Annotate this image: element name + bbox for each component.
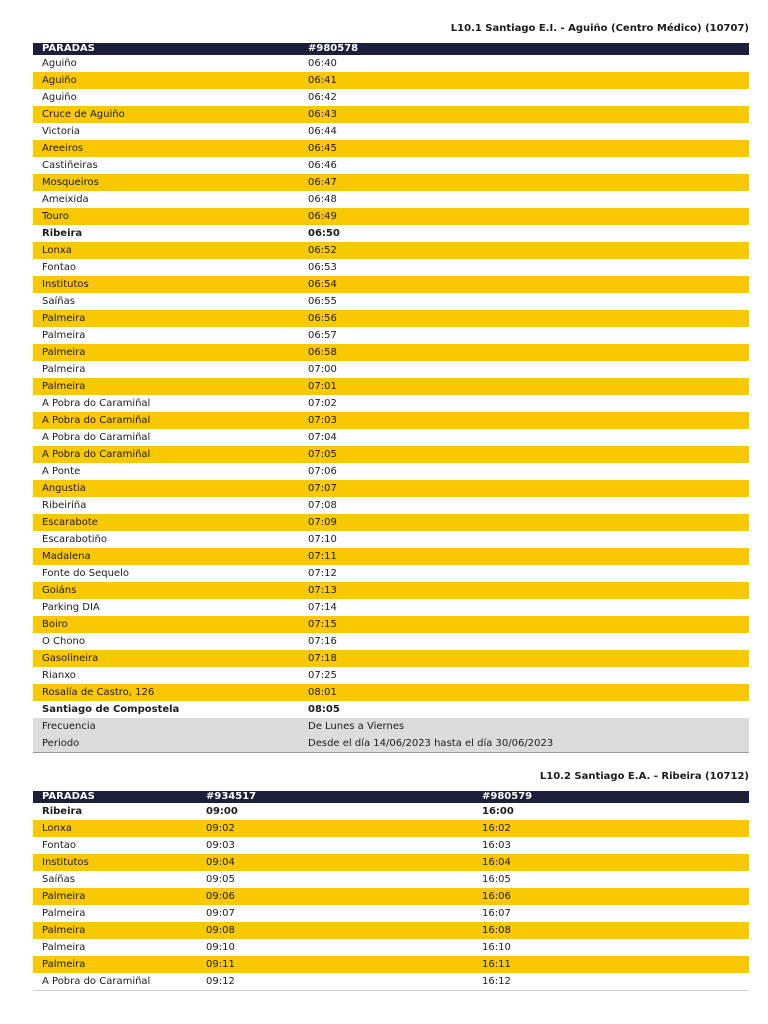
departure-time: 16:07: [482, 908, 511, 919]
stop-name: Escarabotiño: [42, 534, 108, 545]
timetable: [33, 43, 749, 753]
departure-time: 06:58: [299, 344, 749, 361]
table-row: [33, 888, 749, 905]
table-row: [33, 140, 749, 157]
departure-time: 09:07: [206, 908, 235, 919]
table-row: [33, 276, 749, 293]
departure-time: 09:03: [206, 840, 235, 851]
departure-time: 09:12: [197, 973, 473, 991]
table-row: [33, 106, 749, 123]
departure-time: 06:50: [308, 228, 340, 239]
stop-name: Ribeira: [42, 806, 83, 817]
departure-time: 09:02: [197, 820, 473, 837]
stop-name: Aguiño: [42, 92, 77, 103]
table-row: [33, 463, 749, 480]
stop-name: Institutos: [33, 276, 299, 293]
table-row: [33, 208, 749, 225]
departure-time: 16:08: [473, 922, 749, 939]
table-row: [33, 650, 749, 667]
stop-name: Palmeira: [42, 908, 86, 919]
table-row: [33, 854, 749, 871]
departure-time: 06:55: [308, 296, 337, 307]
stop-name: Goiáns: [33, 582, 299, 599]
departure-time: 07:14: [308, 602, 337, 613]
table-row: [33, 174, 749, 191]
table-row: [33, 412, 749, 429]
route-title: L10.2 Santiago E.A. - Ribeira (10712): [539, 771, 749, 782]
departure-time: 16:12: [473, 973, 749, 991]
departure-time: 16:05: [482, 874, 511, 885]
stop-name: Ameixida: [42, 194, 89, 205]
table-row: [33, 293, 749, 310]
departure-time: 09:11: [197, 956, 473, 973]
stop-name: Cruce de Aguiño: [33, 106, 299, 123]
table-row: [33, 123, 749, 140]
stop-name: Rosalía de Castro, 126: [33, 684, 299, 701]
stop-name: Aguiño: [42, 58, 77, 69]
departure-time: 06:57: [308, 330, 337, 341]
departure-time: 07:13: [299, 582, 749, 599]
departure-time: 07:08: [308, 500, 337, 511]
table-row: [33, 225, 749, 242]
timetable-section-l10-1: [33, 21, 749, 753]
header-trip: #980578: [299, 43, 749, 55]
table-row: [33, 378, 749, 395]
footer-label: Frecuencia: [33, 718, 299, 735]
stop-name: Lonxa: [33, 820, 197, 837]
departure-time: 09:04: [197, 854, 473, 871]
stop-name: Fontao: [42, 840, 77, 851]
stop-name: Aguiño: [33, 72, 299, 89]
table-row: [33, 89, 749, 106]
departure-time: 07:25: [308, 670, 337, 681]
departure-time: 06:45: [299, 140, 749, 157]
departure-time: 06:49: [299, 208, 749, 225]
departure-time: 07:15: [299, 616, 749, 633]
table-row: [33, 548, 749, 565]
table-row: [33, 871, 749, 888]
departure-time: 06:40: [308, 58, 337, 69]
departure-time: 06:47: [299, 174, 749, 191]
table-row: [33, 191, 749, 208]
departure-time: 07:11: [299, 548, 749, 565]
table-row: [33, 310, 749, 327]
departure-time: 08:05: [308, 704, 340, 715]
departure-time: 07:09: [299, 514, 749, 531]
table-row: [33, 803, 749, 820]
departure-time: 07:03: [299, 412, 749, 429]
stop-name: Fonte do Sequelo: [42, 568, 129, 579]
table-row: [33, 701, 749, 718]
departure-time: 06:41: [299, 72, 749, 89]
departure-time: 16:06: [473, 888, 749, 905]
table-row: [33, 361, 749, 378]
table-row: [33, 922, 749, 939]
stop-name: A Pobra do Caramiñal: [33, 412, 299, 429]
departure-time: 07:00: [308, 364, 337, 375]
table-row: [33, 667, 749, 684]
table-row: [33, 905, 749, 922]
stop-name: Gasolineira: [33, 650, 299, 667]
table-row: [33, 684, 749, 701]
table-row: [33, 939, 749, 956]
departure-time: 07:04: [308, 432, 337, 443]
footer-row: [33, 735, 749, 753]
stop-name: Escarabote: [33, 514, 299, 531]
departure-time: 06:52: [299, 242, 749, 259]
departure-time: 06:54: [299, 276, 749, 293]
departure-time: 09:05: [206, 874, 235, 885]
table-row: [33, 514, 749, 531]
departure-time: 08:01: [299, 684, 749, 701]
departure-time: 06:53: [308, 262, 337, 273]
footer-value: Desde el día 14/06/2023 hasta el día 30/06/2023: [299, 735, 749, 753]
stop-name: Palmeira: [33, 922, 197, 939]
departure-time: 07:10: [308, 534, 337, 545]
stop-name: A Pobra do Caramiñal: [42, 398, 151, 409]
stop-name: Institutos: [33, 854, 197, 871]
stop-name: Saíñas: [42, 874, 75, 885]
table-row: [33, 956, 749, 973]
departure-time: 16:02: [473, 820, 749, 837]
stop-name: Mosqueiros: [33, 174, 299, 191]
stop-name: Palmeira: [33, 310, 299, 327]
header-trip: #980579: [473, 791, 749, 803]
departure-time: 16:00: [482, 806, 514, 817]
table-row: [33, 395, 749, 412]
stop-name: Palmeira: [33, 956, 197, 973]
table-row: [33, 599, 749, 616]
table-row: [33, 497, 749, 514]
stop-name: Palmeira: [42, 942, 86, 953]
departure-time: 16:11: [473, 956, 749, 973]
departure-time: 07:05: [299, 446, 749, 463]
table-row: [33, 157, 749, 174]
table-row: [33, 633, 749, 650]
departure-time: 06:44: [308, 126, 337, 137]
footer-label: Periodo: [33, 735, 299, 753]
stop-name: A Ponte: [42, 466, 81, 477]
stop-name: Boiro: [33, 616, 299, 633]
timetable-section-l10-2: [33, 769, 749, 991]
departure-time: 07:01: [299, 378, 749, 395]
stop-name: Ribeira: [42, 228, 83, 239]
departure-time: 09:06: [197, 888, 473, 905]
stop-name: Areeiros: [33, 140, 299, 157]
footer-value: De Lunes a Viernes: [299, 718, 749, 735]
table-row: [33, 565, 749, 582]
departure-time: 06:48: [308, 194, 337, 205]
departure-time: 07:18: [299, 650, 749, 667]
header-paradas: PARADAS: [33, 43, 299, 55]
table-header: [33, 791, 749, 803]
table-row: [33, 344, 749, 361]
stop-name: Victoria: [42, 126, 80, 137]
departure-time: 07:07: [299, 480, 749, 497]
departure-time: 09:10: [206, 942, 235, 953]
table-row: [33, 55, 749, 72]
departure-time: 16:03: [482, 840, 511, 851]
table-row: [33, 259, 749, 276]
stop-name: Angustia: [33, 480, 299, 497]
table-row: [33, 327, 749, 344]
stop-name: A Pobra do Caramiñal: [33, 973, 197, 991]
departure-time: 16:04: [473, 854, 749, 871]
departure-time: 06:46: [308, 160, 337, 171]
table-row: [33, 820, 749, 837]
stop-name: Palmeira: [33, 344, 299, 361]
stop-name: Palmeira: [42, 330, 86, 341]
departure-time: 07:12: [308, 568, 337, 579]
stop-name: Lonxa: [33, 242, 299, 259]
departure-time: 09:00: [206, 806, 238, 817]
table-row: [33, 531, 749, 548]
stop-name: Santiago de Compostela: [42, 704, 180, 715]
stop-name: Castiñeiras: [42, 160, 98, 171]
departure-time: 09:08: [197, 922, 473, 939]
departure-time: 06:42: [308, 92, 337, 103]
table-row: [33, 72, 749, 89]
stop-name: O Chono: [42, 636, 85, 647]
table-row: [33, 973, 749, 991]
stop-name: A Pobra do Caramiñal: [33, 446, 299, 463]
route-title: L10.1 Santiago E.I. - Aguiño (Centro Médico) (10707): [450, 23, 749, 34]
footer-row: [33, 718, 749, 735]
departure-time: 07:06: [308, 466, 337, 477]
table-row: [33, 582, 749, 599]
stop-name: Saíñas: [42, 296, 75, 307]
stop-name: Palmeira: [33, 378, 299, 395]
table-row: [33, 429, 749, 446]
table-row: [33, 480, 749, 497]
stop-name: Touro: [33, 208, 299, 225]
departure-time: 07:16: [308, 636, 337, 647]
stop-name: Ribeiriña: [42, 500, 87, 511]
stop-name: Palmeira: [33, 888, 197, 905]
departure-time: 06:56: [299, 310, 749, 327]
stop-name: Palmeira: [42, 364, 86, 375]
table-row: [33, 242, 749, 259]
header-paradas: PARADAS: [33, 791, 197, 803]
departure-time: 16:10: [482, 942, 511, 953]
stop-name: A Pobra do Caramiñal: [42, 432, 151, 443]
table-row: [33, 616, 749, 633]
departure-time: 06:43: [299, 106, 749, 123]
header-trip: #934517: [197, 791, 473, 803]
stop-name: Fontao: [42, 262, 77, 273]
stop-name: Parking DIA: [42, 602, 100, 613]
table-row: [33, 837, 749, 854]
table-row: [33, 446, 749, 463]
stop-name: Rianxo: [42, 670, 76, 681]
table-header: [33, 43, 749, 55]
departure-time: 07:02: [308, 398, 337, 409]
stop-name: Madalena: [33, 548, 299, 565]
timetable: [33, 791, 749, 991]
